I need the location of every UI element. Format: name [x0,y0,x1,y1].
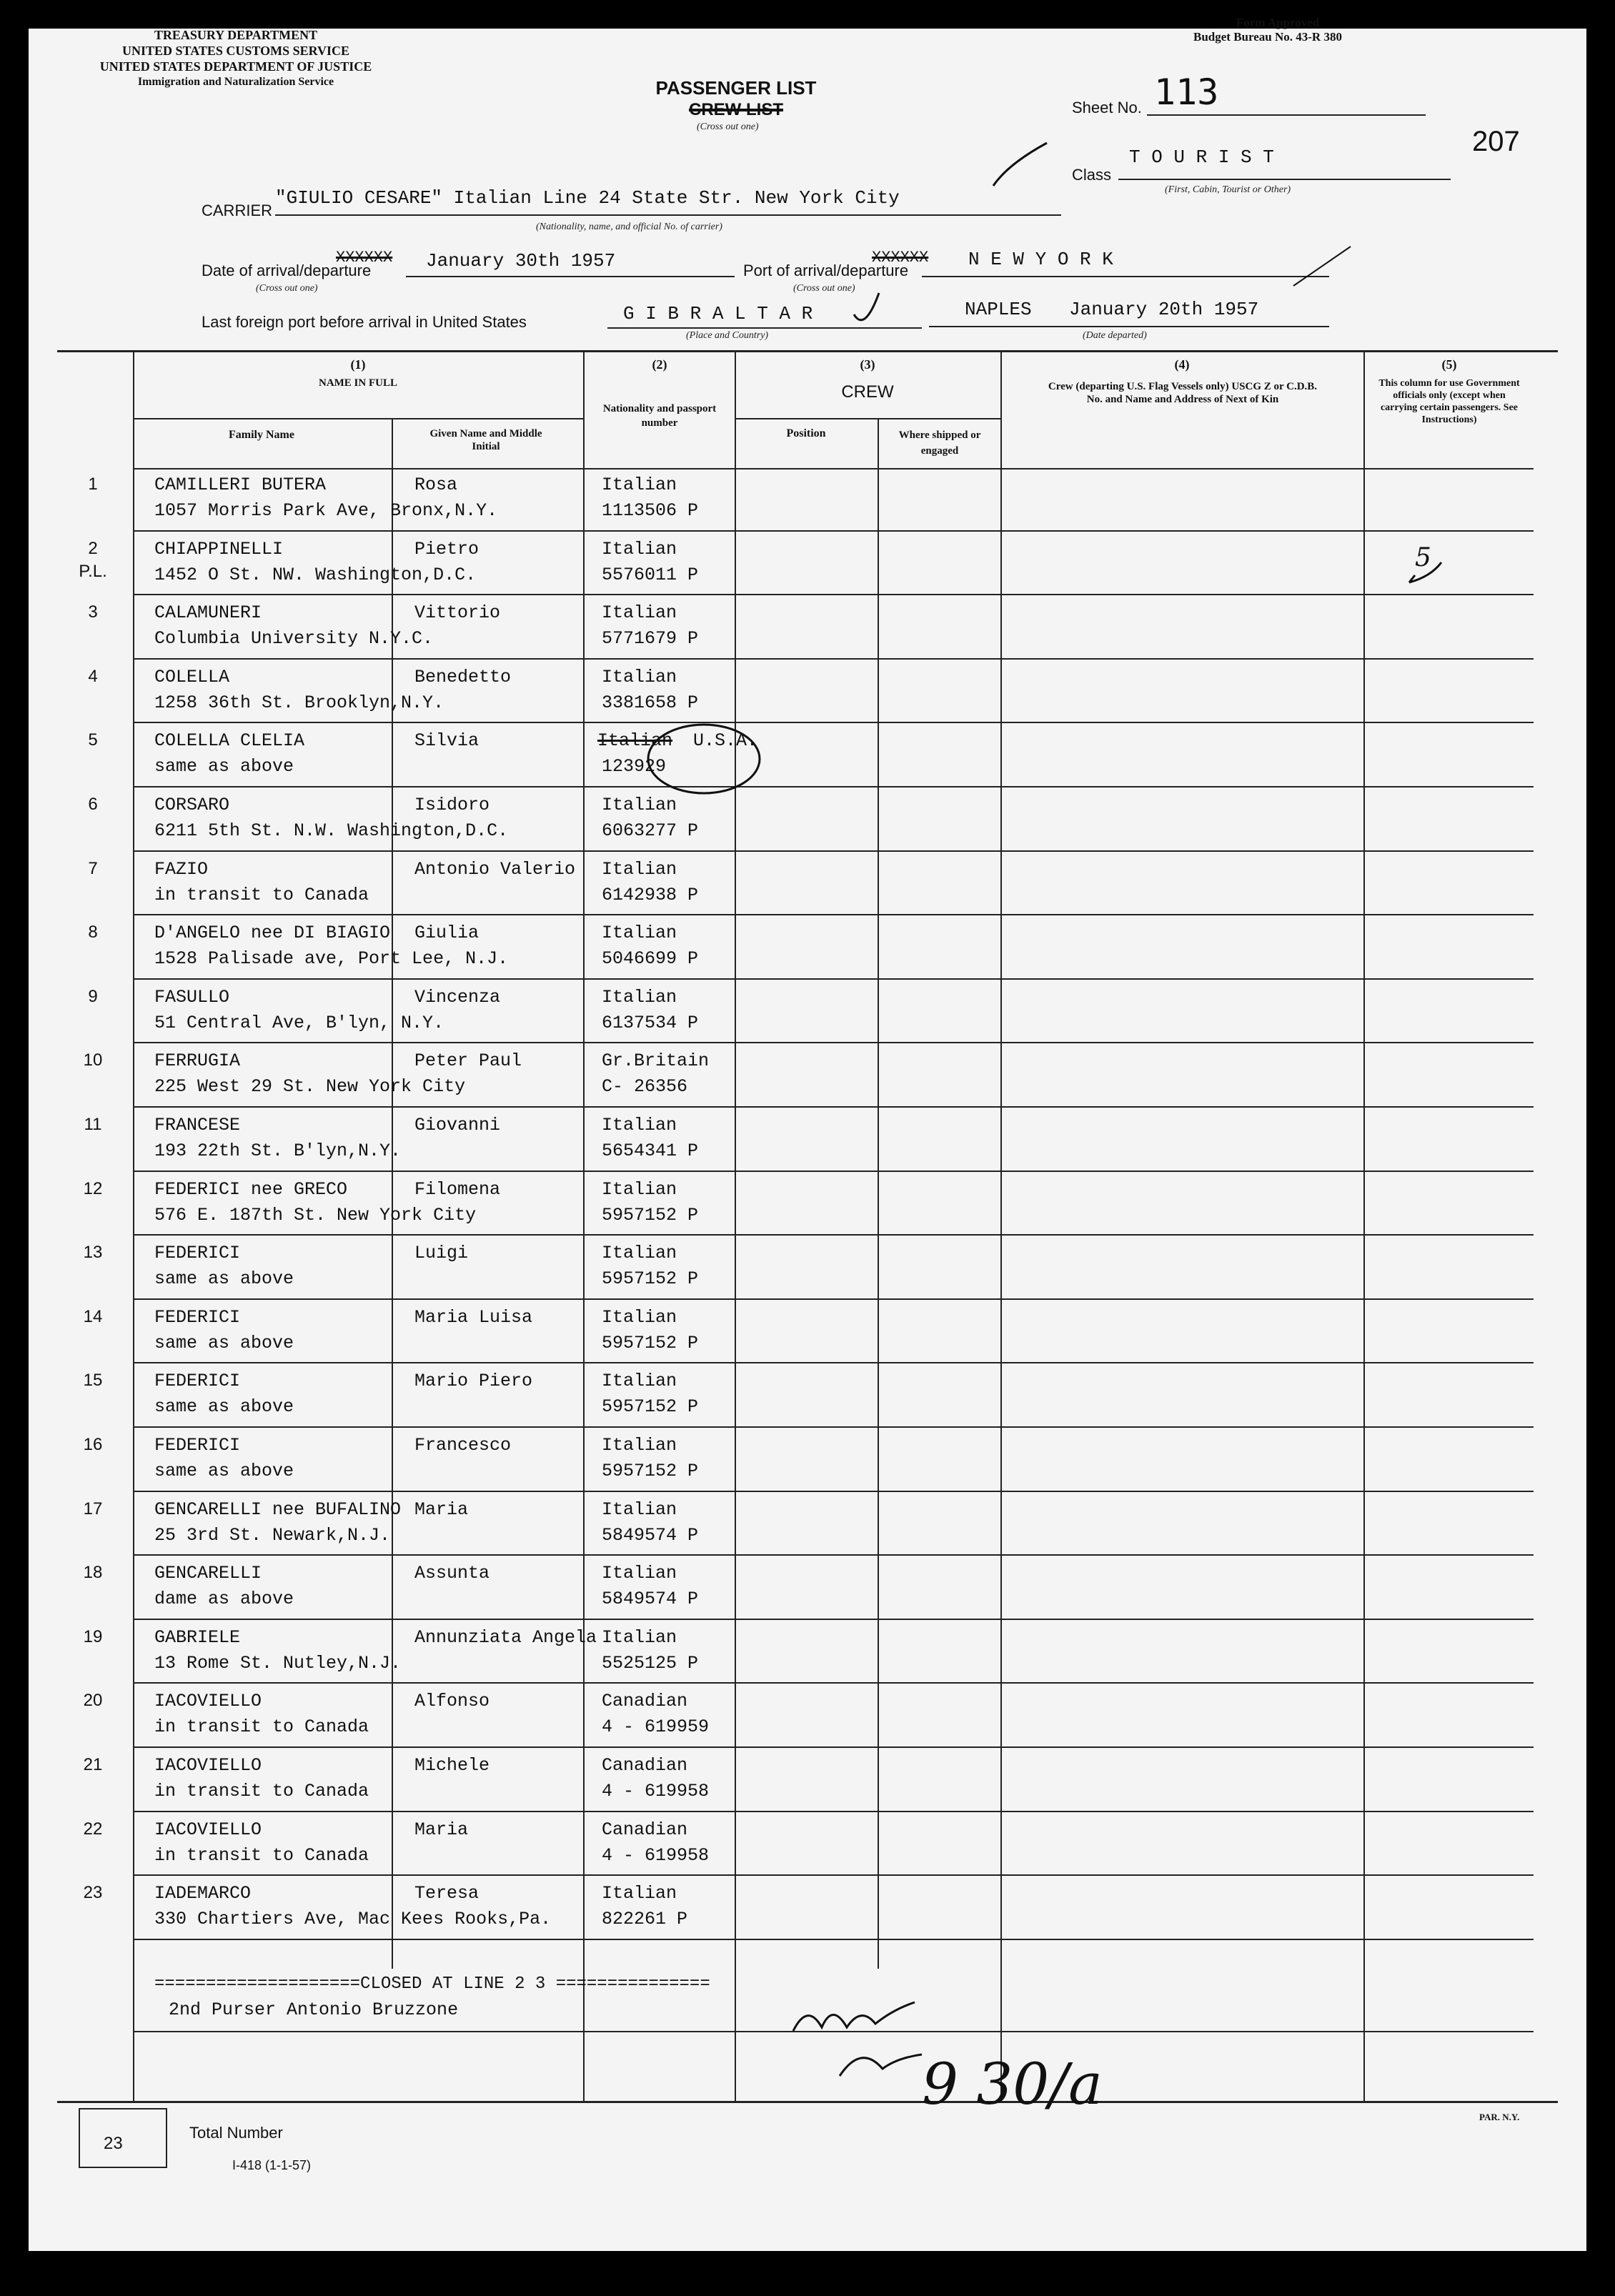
pen-stroke [1409,562,1441,582]
page-title: PASSENGER LIST [655,77,817,99]
row-number: 23 [83,1883,103,1903]
row-number: 20 [83,1691,103,1711]
agency-line: Immigration and Naturalization Service [137,76,334,88]
family-name: FRANCESE [154,1115,241,1135]
official-note: 5 [1415,542,1431,572]
given-name: Vittorio [414,602,501,624]
family-name: CORSARO [154,795,230,815]
row-number: 11 [84,1115,102,1134]
address: in transit to Canada [154,1844,369,1866]
passport-number: 822261 P [602,1909,688,1930]
family-name: IACOVIELLO [154,1755,262,1776]
address: 1528 Palisade ave, Port Lee, N.J. [154,948,509,970]
row-number: 21 [83,1755,103,1774]
row-number: 3 [88,602,98,622]
passport-number: 5525125 P [602,1652,699,1674]
initials-scribble [840,2054,922,2076]
given-name: Francesco [414,1435,512,1456]
given-name: Michele [414,1755,490,1776]
row-number: 17 [83,1499,103,1519]
closed-at-line: ====================CLOSED AT LINE 2 3 =============== [154,1974,710,1994]
nationality: Italian [602,986,677,1008]
family-name: GABRIELE [154,1626,241,1648]
passport-number: 4 - 619958 [602,1844,710,1866]
passport-number: C- 26356 [602,1076,688,1098]
family-name: FEDERICI [154,1371,241,1392]
family-name: FASULLO [154,986,230,1008]
passport-number: 4 - 619959 [602,1716,710,1738]
check-mark-icon [993,143,1047,186]
col2-title: Nationality and passport number [602,403,717,429]
address: same as above [154,1332,294,1353]
given-name: Luigi [414,1243,469,1264]
family-name: FEDERICI nee GRECO [154,1178,348,1200]
family-name: GENCARELLI nee BUFALINO [154,1499,402,1520]
given-name: Assunta [414,1563,490,1584]
nationality: Italian [602,1563,677,1584]
passport-number: 5849574 P [602,1524,699,1546]
address: same as above [154,756,294,777]
address: in transit to Canada [154,1716,369,1738]
given-name: Antonio Valerio [414,858,576,880]
naples: NAPLES [965,299,1032,320]
family-name: IACOVIELLO [154,1691,262,1712]
initials-scribble [793,2002,915,2031]
given-name: Filomena [414,1178,501,1200]
row-number: 4 [88,666,98,686]
given-name: Teresa [414,1883,479,1904]
class-value: T O U R I S T [1129,146,1274,168]
arrival-port: N E W Y O R K [968,249,1113,270]
nationality: Canadian [602,1755,688,1776]
address: 6211 5th St. N.W. Washington,D.C. [154,820,509,841]
family-name: IACOVIELLO [154,1819,262,1840]
col5-number: (5) [1441,357,1457,372]
handwritten-mark: 9 30/a [922,2051,1103,2117]
given-name: Giulia [414,923,479,944]
pen-stroke [1293,247,1351,286]
address: same as above [154,1268,294,1290]
given-name: Mario Piero [414,1371,533,1392]
row-number: 19 [83,1626,103,1646]
given-name: Maria [414,1499,469,1520]
given-name: Silvia [414,730,479,752]
nationality: Italian [602,1626,677,1648]
nationality: Canadian [602,1691,688,1712]
address: dame as above [154,1589,294,1610]
row-number: 7 [88,858,98,878]
family-name: FERRUGIA [154,1050,241,1072]
col1-title: NAME IN FULL [318,377,397,389]
check-mark-icon [854,293,879,320]
address: in transit to Canada [154,884,369,905]
sheet-label: Sheet No. [1072,99,1142,116]
nationality: Italian [602,1883,677,1904]
row-number: 8 [88,923,98,943]
row-number-note: P.L. [79,561,107,581]
passport-number: 5654341 P [602,1140,699,1161]
col1-number: (1) [350,357,366,372]
place-note: (Place and Country) [686,330,769,341]
family-name: COLELLA CLELIA [154,730,305,752]
passport-number: 1113506 P [602,500,699,521]
row-number: 13 [83,1243,103,1263]
given-name: Alfonso [414,1691,490,1712]
passport-number: 6063277 P [602,820,699,841]
family-name: CAMILLERI BUTERA [154,474,327,495]
carrier-label: CARRIER [202,202,273,219]
last-port-label: Last foreign port before arrival in United States [202,313,527,331]
family-name: CHIAPPINELLI [154,538,284,560]
form-number: I-418 (1-1-57) [232,2158,312,2172]
given-name: Isidoro [414,795,490,815]
nationality: Italian [602,1115,677,1135]
where-header: Where shipped or engaged [898,429,981,457]
nationality-struck: Italian [597,730,673,752]
carrier-note: (Nationality, name, and official No. of carrier) [536,222,722,232]
departed-note: (Date departed) [1083,330,1147,341]
nationality: U.S.A. [693,730,758,752]
class-label: Class [1072,166,1112,184]
nationality: Italian [602,1499,677,1520]
passport-number: 5849574 P [602,1589,699,1610]
par-ny: PAR. N.Y. [1479,2112,1520,2122]
row-number: 2 [88,538,98,558]
address: 193 22th St. B'lyn,N.Y. [154,1140,402,1161]
row-number: 14 [83,1306,103,1326]
nationality: Canadian [602,1819,688,1840]
row-number: 5 [88,730,98,750]
row-number: 22 [83,1819,103,1839]
given-name: Rosa [414,474,458,495]
form-approved: Form Approved [1236,16,1320,29]
given-name: Vincenza [414,986,501,1008]
row-number: 15 [83,1371,103,1391]
total-number-value: 23 [104,2134,123,2153]
passport-number: 5957152 P [602,1396,699,1418]
nationality: Italian [602,923,677,944]
port-cross-note: (Cross out one) [793,283,855,294]
carrier-value: "GIULIO CESARE" Italian Line 24 State Str. New York City [275,187,900,209]
agency-line: UNITED STATES CUSTOMS SERVICE [122,44,349,58]
given-name: Pietro [414,538,479,560]
row-number: 9 [88,986,98,1006]
passport-number: 4 - 619958 [602,1781,710,1801]
family-name: IADEMARCO [154,1883,252,1904]
passport-number: 6142938 P [602,884,699,905]
nationality: Italian [602,1435,677,1456]
passport-number: 5046699 P [602,948,699,970]
address: 51 Central Ave, B'lyn, N.Y. [154,1012,444,1033]
passport-number: 5576011 P [602,564,699,585]
departed-date: January 20th 1957 [1069,299,1259,320]
position-header: Position [786,427,826,439]
address: same as above [154,1396,294,1418]
total-number-label: Total Number [189,2124,283,2142]
page-number: 207 [1472,126,1520,157]
family-name: COLELLA [154,666,230,687]
class-note: (First, Cabin, Tourist or Other) [1165,184,1291,195]
agency-line: UNITED STATES DEPARTMENT OF JUSTICE [99,59,372,74]
nationality: Italian [602,538,677,560]
cross-out-note: (Cross out one) [697,121,759,132]
address: 1057 Morris Park Ave, Bronx,N.Y. [154,500,498,521]
col2-number: (2) [652,357,667,372]
purser-signature: 2nd Purser Antonio Bruzzone [169,1999,459,2020]
port-struck: XXXXXX [872,249,929,267]
nationality: Italian [602,1306,677,1328]
family-name: D'ANGELO nee DI BIAGIO [154,923,391,944]
address: 25 3rd St. Newark,N.J. [154,1524,391,1546]
given-name-header: Given Name and Middle Initial [429,428,542,452]
nationality: Gr.Britain [602,1050,710,1072]
row-number: 1 [88,474,98,494]
passport-number: 5957152 P [602,1461,699,1481]
row-number: 10 [83,1050,103,1070]
nationality: Italian [602,1243,677,1264]
address: same as above [154,1461,294,1481]
date-cross-note: (Cross out one) [256,283,318,294]
sheet-number: 113 [1154,71,1219,113]
agency-line: TREASURY DEPARTMENT [154,28,318,42]
address: 225 West 29 St. New York City [154,1076,466,1098]
col4-title: Crew (departing U.S. Flag Vessels only) USCG Z or C.D.B. No. and Name and Address of Next of Kin [1048,381,1318,405]
passport-number: 5957152 P [602,1268,699,1290]
family-name: FAZIO [154,858,209,880]
ink-circle [648,725,760,793]
arrival-date: January 30th 1957 [426,250,616,272]
passport-number: 6137534 P [602,1012,699,1033]
given-name: Maria [414,1819,469,1840]
col3-number: (3) [860,357,875,372]
given-name: Peter Paul [414,1050,522,1072]
nationality: Italian [602,602,677,624]
row-number: 6 [88,795,98,814]
passport-number: 5957152 P [602,1204,699,1226]
nationality: Italian [602,858,677,880]
col3-title: CREW [841,382,894,402]
nationality: Italian [602,1178,677,1200]
row-number: 18 [83,1563,103,1583]
family-name-header: Family Name [229,429,294,441]
address: 576 E. 187th St. New York City [154,1204,477,1226]
passport-number: 123929 [602,756,667,777]
date-label: Date of arrival/departure [202,262,372,279]
row-number: 12 [83,1178,103,1198]
date-struck: XXXXXX [336,249,393,267]
given-name: Annunziata Angela [414,1626,597,1648]
address: 1452 O St. NW. Washington,D.C. [154,564,477,585]
family-name: FEDERICI [154,1306,241,1328]
passport-number: 5957152 P [602,1332,699,1353]
port-label: Port of arrival/departure [743,262,909,279]
family-name: FEDERICI [154,1243,241,1264]
nationality: Italian [602,474,677,495]
col4-number: (4) [1174,357,1190,372]
address: 13 Rome St. Nutley,N.J. [154,1652,402,1674]
col5-title: This column for use Government officials only (except when carrying certain passengers. See Instructions) [1378,378,1520,425]
given-name: Giovanni [414,1115,501,1135]
passport-number: 3381658 P [602,692,699,713]
address: 1258 36th St. Brooklyn,N.Y. [154,692,444,713]
nationality: Italian [602,1371,677,1392]
address: Columbia University N.Y.C. [154,628,434,650]
passport-number: 5771679 P [602,628,699,650]
given-name: Maria Luisa [414,1306,533,1328]
nationality: Italian [602,666,677,687]
address: in transit to Canada [154,1781,369,1801]
family-name: CALAMUNERI [154,602,262,624]
crew-list-struck: CREW LIST [689,100,783,119]
address: 330 Chartiers Ave, Mac Kees Rooks,Pa. [154,1909,552,1930]
last-port-value: G I B R A L T A R [623,303,813,324]
given-name: Benedetto [414,666,512,687]
budget-bureau: Budget Bureau No. 43-R 380 [1193,30,1342,44]
family-name: FEDERICI [154,1435,241,1456]
nationality: Italian [602,795,677,815]
family-name: GENCARELLI [154,1563,262,1584]
row-number: 16 [83,1435,103,1454]
